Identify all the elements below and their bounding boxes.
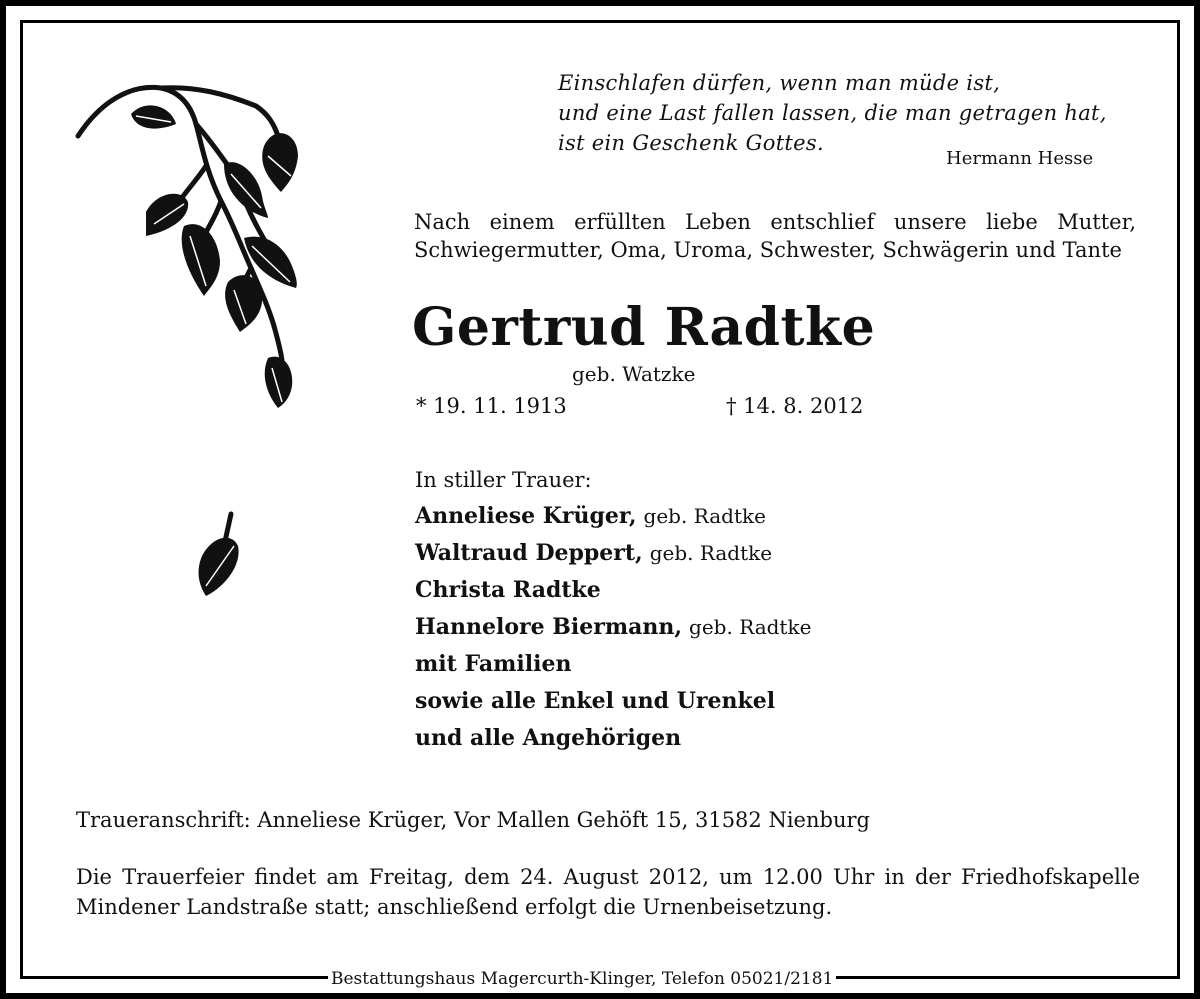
mourner-name: mit Familien	[415, 651, 572, 677]
quote-author: Hermann Hesse	[946, 148, 1094, 169]
quote-line-2: und eine Last fallen lassen, die man getragen hat,	[558, 101, 1107, 125]
mourner-row	[415, 498, 811, 535]
birth-date: * 19. 11. 1913	[416, 394, 567, 418]
mourner-row	[415, 535, 811, 572]
intro-text: Nach einem erfüllten Leben entschlief unsere liebe Mutter, Schwiegermutter, Oma, Uroma, Schwester, Schwägerin und Tante	[414, 210, 1136, 262]
mourner-name: Hannelore Biermann,	[415, 614, 683, 640]
mourner-name: Waltraud Deppert,	[415, 540, 643, 566]
mourner-row	[415, 720, 811, 757]
mourner-name: Anneliese Krüger,	[415, 503, 637, 529]
mourner-row	[415, 646, 811, 683]
mourner-row	[415, 609, 811, 646]
deceased-name: Gertrud Radtke	[412, 297, 876, 358]
mourning-address: Traueranschrift: Anneliese Krüger, Vor Mallen Gehöft 15, 31582 Nienburg	[76, 808, 870, 832]
mourner-name: und alle Angehörigen	[415, 725, 682, 751]
mourners-title: In stiller Trauer:	[415, 468, 592, 492]
death-date: † 14. 8. 2012	[726, 394, 864, 418]
mourner-name: Christa Radtke	[415, 577, 601, 603]
mourner-row	[415, 683, 811, 720]
mourner-nee: geb. Radtke	[643, 504, 766, 528]
obituary-notice	[6, 6, 1194, 993]
mourner-name: sowie alle Enkel und Urenkel	[415, 688, 776, 714]
hesse-quote	[558, 68, 1138, 158]
maiden-name: geb. Watzke	[572, 362, 696, 386]
mourner-row	[415, 572, 811, 609]
mourner-nee: geb. Radtke	[689, 615, 812, 639]
funeral-home-footer: Bestattungshaus Magercurth-Klinger, Telefon 05021/2181	[328, 968, 836, 990]
mourners-list	[415, 462, 811, 757]
ceremony-info: Die Trauerfeier findet am Freitag, dem 24. August 2012, um 12.00 Uhr in der Friedhofskapelle Mindener Landstraße statt; anschließend erfolgt die Urnenbeisetzung.	[76, 865, 1140, 919]
mourner-nee: geb. Radtke	[649, 541, 773, 565]
quote-line-1: Einschlafen dürfen, wenn man müde ist,	[558, 71, 1001, 95]
quote-line-3: ist ein Geschenk Gottes.	[558, 131, 824, 155]
